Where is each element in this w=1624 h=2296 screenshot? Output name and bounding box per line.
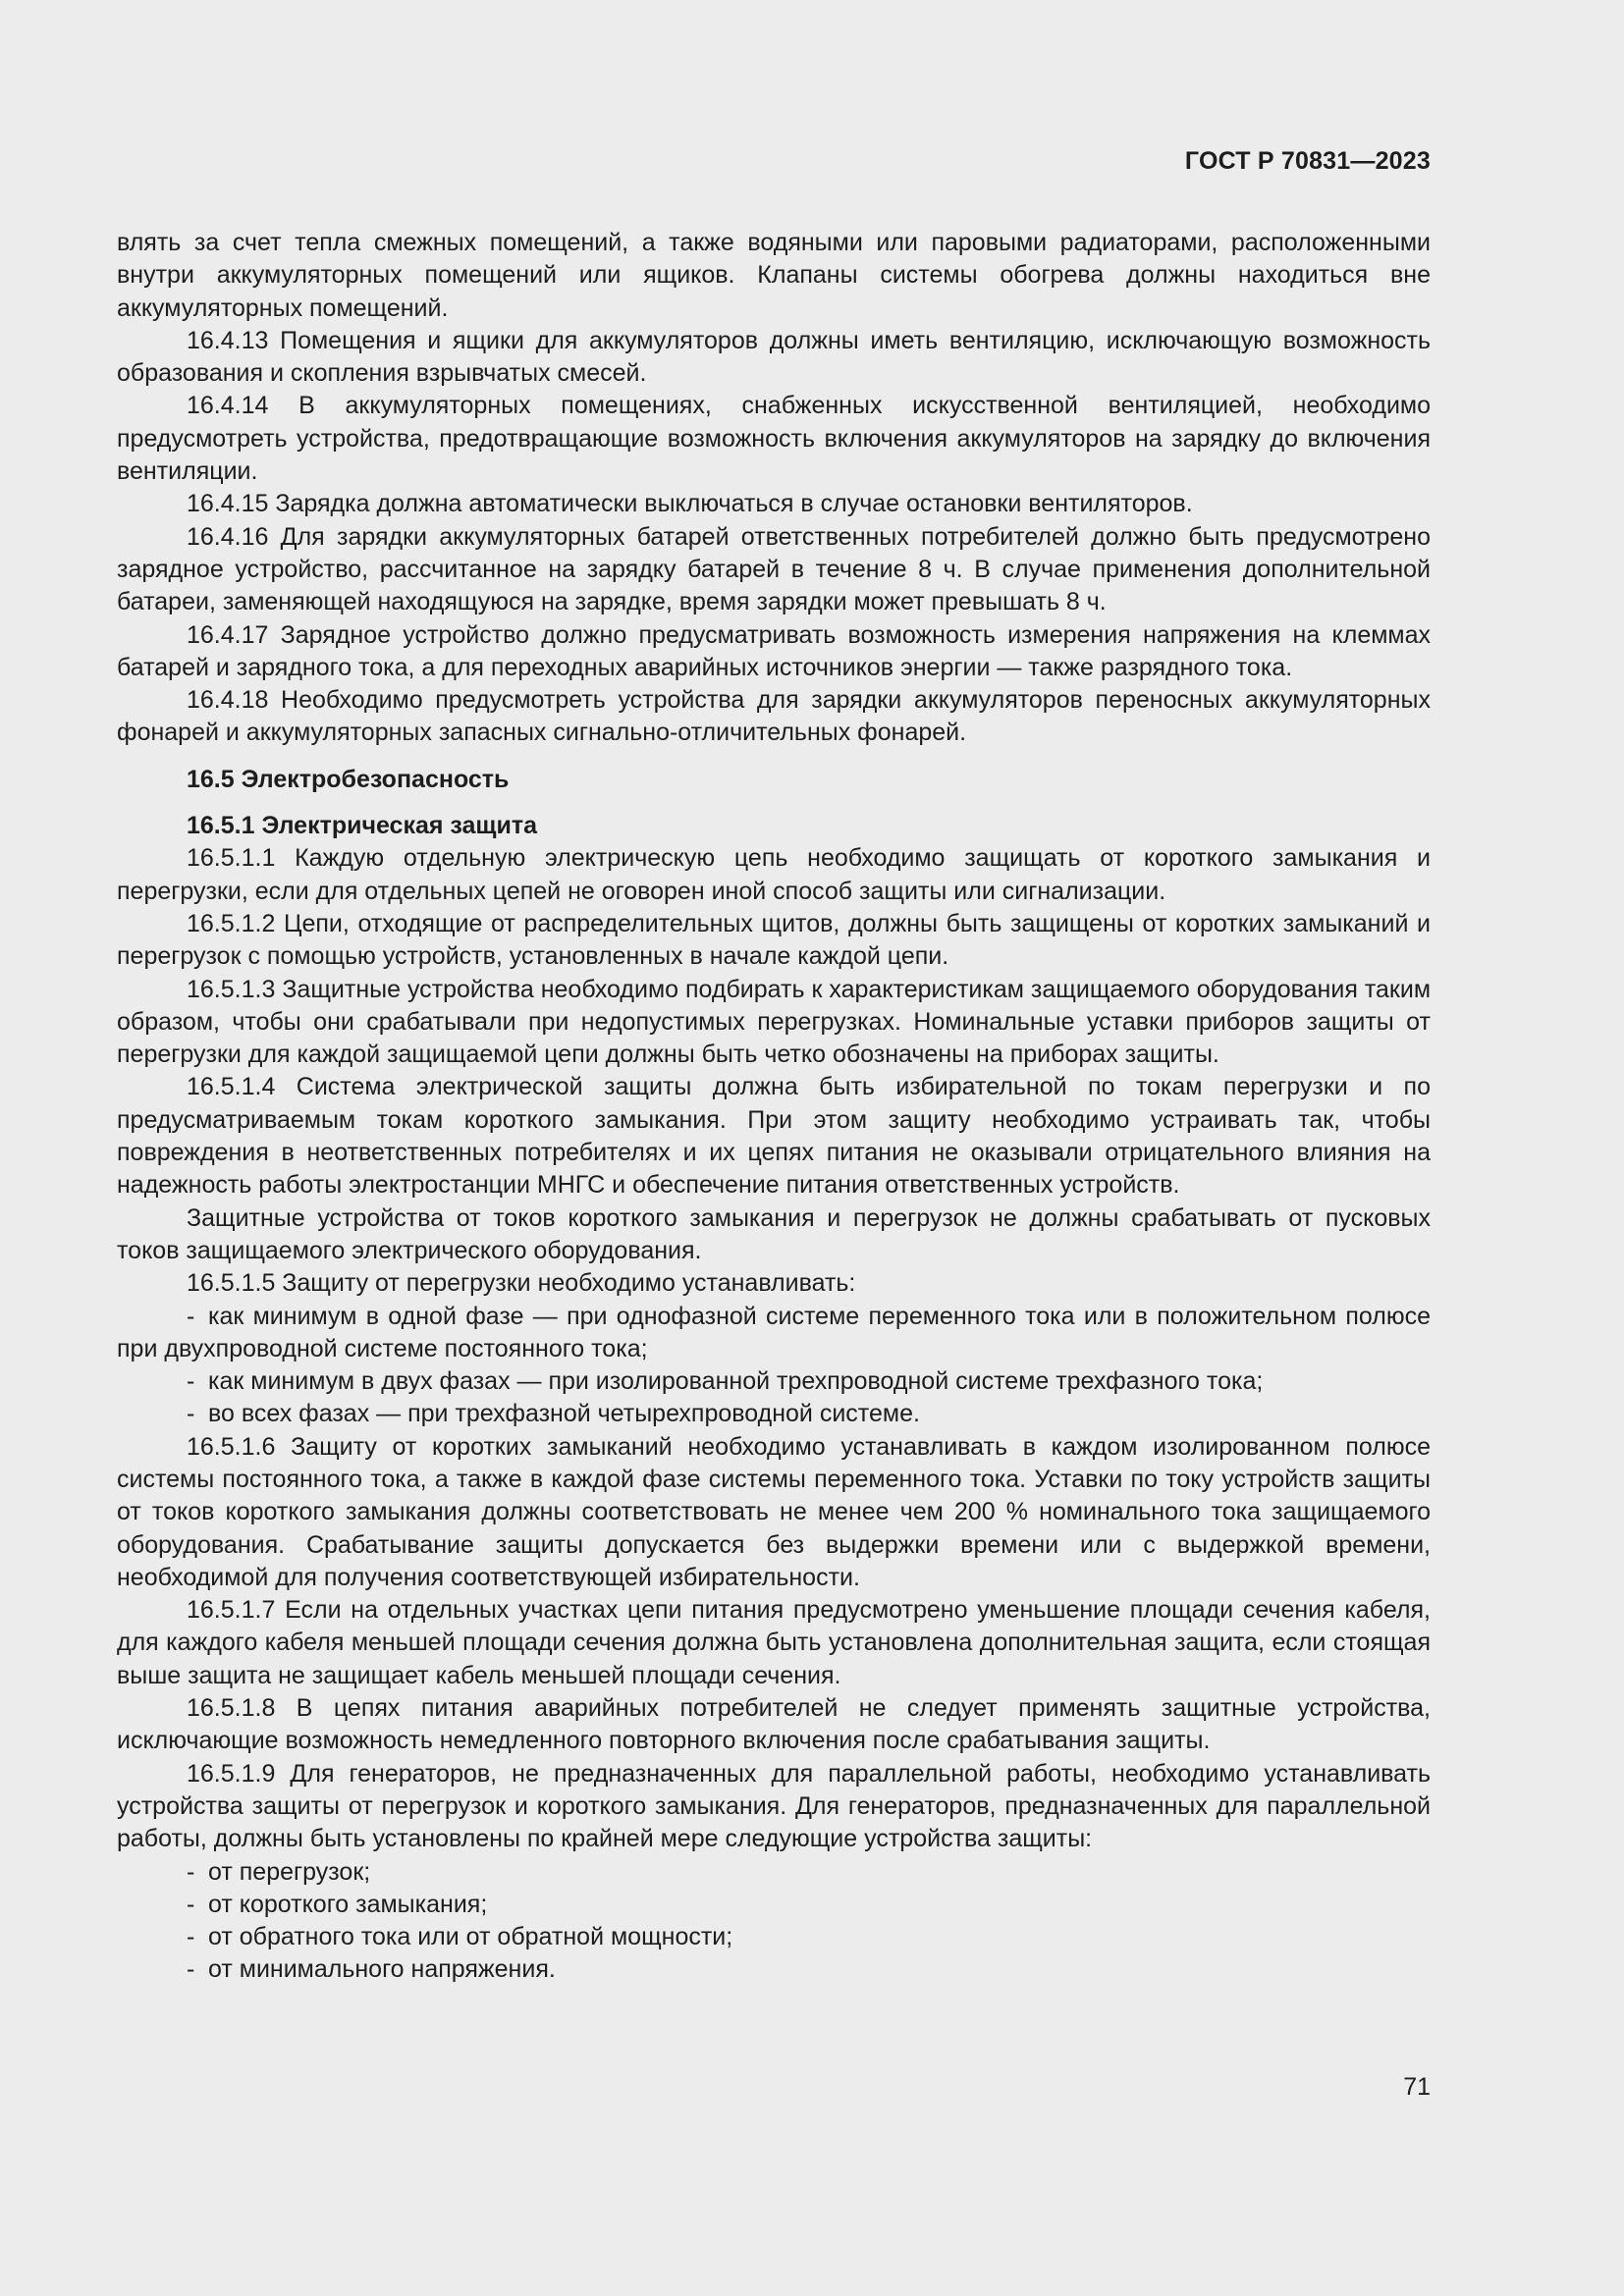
list-item xyxy=(117,1921,1431,1953)
list-marker: - xyxy=(187,1302,195,1330)
list-item-text: от обратного тока или от обратной мощности; xyxy=(208,1923,733,1951)
list-item xyxy=(117,1856,1431,1889)
paragraph: 16.5.1.2 Цепи, отходящие от распределительных щитов, должны быть защищены от коротких замыканий и перегрузок с помощью устройств, установленных в начале каждой цепи. xyxy=(117,909,1431,971)
paragraph: 16.4.14 В аккумуляторных помещениях, снабженных искусственной вентиляцией, необходимо предусмотреть устройства, предотвращающие возможность включения аккумуляторов на зарядку до включения вентиляции. xyxy=(117,392,1431,486)
list-marker: - xyxy=(187,1890,195,1918)
paragraph: 16.4.15 Зарядка должна автоматически выключаться в случае остановки вентиляторов. xyxy=(187,490,1193,518)
list-marker: - xyxy=(187,1367,195,1396)
paragraph: 16.5.1.8 В цепях питания аварийных потребителей не следует применять защитные устройства, исключающие возможность немедленного повторного включения после срабатывания защиты. xyxy=(117,1694,1431,1755)
subsection-heading: 16.5.1 Электрическая защита xyxy=(187,812,538,840)
paragraph: 16.4.16 Для зарядки аккумуляторных батарей ответственных потребителей должно быть предусмотрено зарядное устройство, рассчитанное на зарядку батарей в течение 8 ч. В случае применения дополнительной батареи, заменяющей находящуюся на зарядке, время зарядки может превышать 8 ч. xyxy=(117,522,1431,616)
paragraph: 16.4.13 Помещения и ящики для аккумуляторов должны иметь вентиляцию, исключающую возможность образования и скопления взрывчатых смесей. xyxy=(117,326,1431,388)
paragraph: 16.5.1.7 Если на отдельных участках цепи питания предусмотрено уменьшение площади сечения кабеля, для каждого кабеля меньшей площади сечения должна быть установлена дополнительная защита, если стоящая выше защита не защищает кабель меньшей площади сечения. xyxy=(117,1596,1431,1689)
list-item-text: от короткого замыкания; xyxy=(208,1890,488,1918)
list-marker: - xyxy=(187,1400,195,1428)
page-number: 71 xyxy=(1403,2073,1431,2101)
list-item xyxy=(117,1953,1431,1986)
list-item-text: как минимум в одной фазе — при однофазной системе переменного тока или в положительном полюсе при двухпроводной системе постоянного тока; xyxy=(117,1302,1431,1362)
paragraph: 16.5.1.6 Защиту от коротких замыканий необходимо устанавливать в каждом изолированном полюсе системы постоянного тока, а также в каждой фазе системы переменного тока. Уставки по току устройств защиты от токов короткого замыкания должны соответствовать не менее чем 200 % номинального тока защищаемого оборудования. Срабатывание защиты допускается без выдержки времени или с выдержкой времени, необходимой для получения соответствующей избирательности. xyxy=(117,1432,1431,1591)
list-item-text: во всех фазах — при трехфазной четырехпроводной системе. xyxy=(208,1400,920,1428)
list-item-text: от минимального напряжения. xyxy=(208,1955,556,1984)
paragraph: 16.5.1.5 Защиту от перегрузки необходимо устанавливать: xyxy=(187,1269,856,1298)
document-body xyxy=(117,227,1431,1987)
list-item-text: от перегрузок; xyxy=(208,1857,371,1886)
list-item xyxy=(117,1889,1431,1921)
paragraph: Защитные устройства от токов короткого замыкания и перегрузок не должны срабатывать от пусковых токов защищаемого электрического оборудования. xyxy=(117,1203,1431,1264)
list-marker: - xyxy=(187,1923,195,1951)
list-item xyxy=(117,1301,1431,1366)
list-marker: - xyxy=(187,1955,195,1984)
paragraph: 16.5.1.1 Каждую отдельную электрическую цепь необходимо защищать от короткого замыкания и перегрузки, если для отдельных цепей не оговорен иной способ защиты или сигнализации. xyxy=(117,844,1431,905)
paragraph: влять за счет тепла смежных помещений, а также водяными или паровыми радиаторами, расположенными внутри аккумуляторных помещений или ящиков. Клапаны системы обогрева должны находиться вне аккумуляторных помещений. xyxy=(117,229,1431,322)
list-marker: - xyxy=(187,1857,195,1886)
paragraph: 16.5.1.9 Для генераторов, не предназначенных для параллельной работы, необходимо устанавливать устройства защиты от перегрузок и короткого замыкания. Для генераторов, предназначенных для параллельной работы, должны быть установлены по крайней мере следующие устройства защиты: xyxy=(117,1759,1431,1853)
list-item xyxy=(117,1365,1431,1398)
list-item-text: как минимум в двух фазах — при изолированной трехпроводной системе трехфазного тока; xyxy=(208,1367,1264,1396)
paragraph: 16.4.18 Необходимо предусмотреть устройства для зарядки аккумуляторов переносных аккумуляторных фонарей и аккумуляторных запасных сигнально-отличительных фонарей. xyxy=(117,686,1431,747)
paragraph: 16.5.1.3 Защитные устройства необходимо подбирать к характеристикам защищаемого оборудования таким образом, чтобы они срабатывали при недопустимых перегрузках. Номинальные уставки приборов защиты от перегрузки для каждой защищаемой цепи должны быть четко обозначены на приборах защиты. xyxy=(117,975,1431,1069)
section-heading: 16.5 Электробезопасность xyxy=(187,765,510,793)
list-item xyxy=(117,1398,1431,1430)
paragraph: 16.5.1.4 Система электрической защиты должна быть избирательной по токам перегрузки и по предусматриваемым токам короткого замыкания. При этом защиту необходимо устраивать так, чтобы повреждения в неответственных потребителях и их цепях питания не оказывали отрицательного влияния на надежность работы электростанции МНГС и обеспечение питания ответственных устройств. xyxy=(117,1073,1431,1200)
document-header: ГОСТ Р 70831—2023 xyxy=(1184,147,1431,175)
paragraph: 16.4.17 Зарядное устройство должно предусматривать возможность измерения напряжения на клеммах батарей и зарядного тока, а для переходных аварийных источников энергии — также разрядного тока. xyxy=(117,620,1431,681)
